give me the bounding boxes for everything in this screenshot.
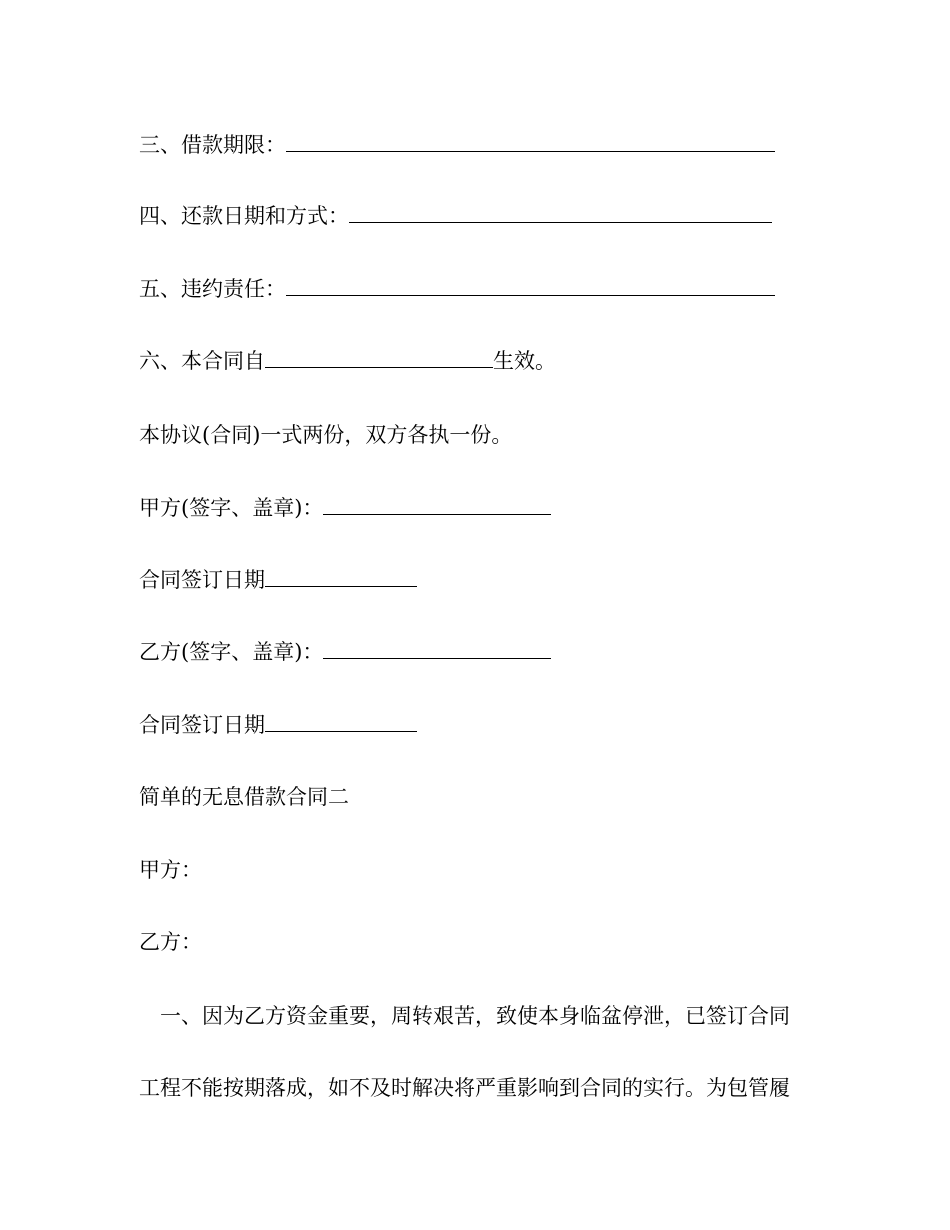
party-a-signature-label: 甲方(签字、盖章)： bbox=[139, 496, 324, 520]
contract-two-title: 简单的无息借款合同二 bbox=[139, 785, 349, 809]
party-a-signature-line bbox=[139, 494, 551, 522]
party-b-signature-line bbox=[139, 638, 551, 666]
effective-date-line bbox=[139, 347, 556, 375]
loan-term-label: 三、借款期限： bbox=[139, 133, 286, 157]
party-b-label: 乙方： bbox=[139, 930, 202, 954]
repayment-label: 四、还款日期和方式： bbox=[139, 204, 349, 228]
loan-term-line bbox=[139, 131, 775, 159]
clause-one-line-2: 工程不能按期落成，如不及时解决将严重影响到合同的实行。为包管履 bbox=[139, 1076, 790, 1100]
effective-date-suffix: 生效。 bbox=[493, 349, 556, 373]
signing-date-blank-2[interactable] bbox=[265, 711, 417, 732]
default-liability-blank[interactable] bbox=[286, 275, 775, 296]
repayment-line bbox=[139, 202, 772, 230]
signing-date-blank-1[interactable] bbox=[265, 566, 417, 587]
loan-term-blank[interactable] bbox=[286, 131, 775, 152]
party-a-signature-blank[interactable] bbox=[323, 494, 551, 515]
signing-date-label-1: 合同签订日期 bbox=[139, 568, 265, 592]
signing-date-line-2 bbox=[139, 711, 417, 739]
signing-date-line-1 bbox=[139, 566, 417, 594]
default-liability-line bbox=[139, 275, 775, 303]
default-liability-label: 五、违约责任： bbox=[139, 277, 286, 301]
party-a-label: 甲方： bbox=[139, 858, 202, 882]
effective-date-blank[interactable] bbox=[265, 347, 493, 368]
signing-date-label-2: 合同签订日期 bbox=[139, 713, 265, 737]
clause-one-line-1: 一、因为乙方资金重要，周转艰苦，致使本身临盆停泄，已签订合同 bbox=[160, 1004, 790, 1028]
repayment-blank[interactable] bbox=[349, 202, 772, 223]
party-b-signature-blank[interactable] bbox=[323, 638, 551, 659]
copies-clause: 本协议(合同)一式两份，双方各执一份。 bbox=[139, 423, 513, 447]
party-b-signature-label: 乙方(签字、盖章)： bbox=[139, 640, 324, 664]
effective-date-prefix: 六、本合同自 bbox=[139, 349, 265, 373]
